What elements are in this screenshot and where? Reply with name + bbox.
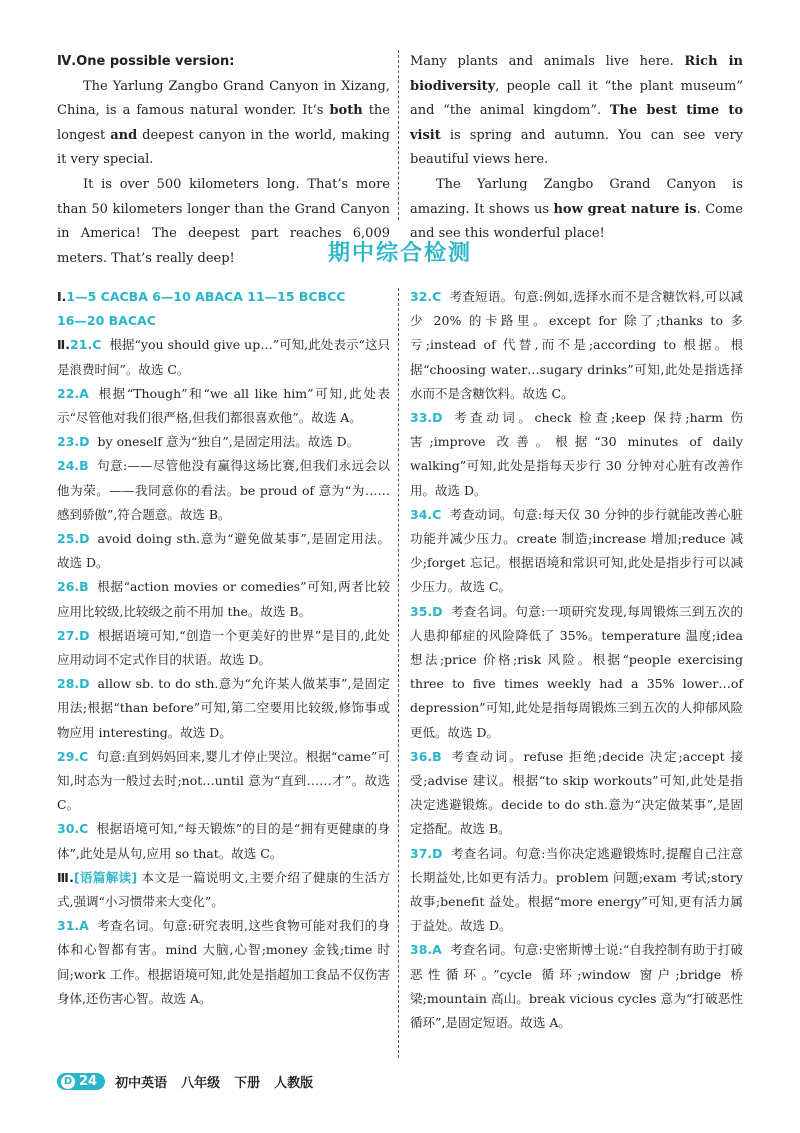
answer-item — [410, 285, 743, 406]
answer-explanation: 根据“action movies or comedies”可知,两者比较应用比较级,比较级之前不用加 the。故选 B。 — [57, 579, 390, 619]
answer-explanation: 根据语境可知,“创造一个更美好的世界”是目的,此处应用动词不定式作目的状语。故选 D。 — [57, 627, 390, 668]
answer-number: 32.C — [410, 289, 442, 304]
answer-number: 24.B — [57, 458, 89, 474]
essay-right-column — [410, 50, 743, 247]
section-title: 期中综合检测 — [327, 241, 472, 266]
answer-number: 38.A — [410, 942, 442, 958]
answer-explanation: 考查动词。refuse 拒绝;decide 决定;accept 接受;advise 建议。根据“to skip workouts”可知,此处是指决定逃避锻炼。decide to do sth.意为“决定做某事”,是固定搭配。故选 B。 — [410, 748, 743, 837]
footer-edition: 人教版 — [274, 1076, 314, 1091]
answer-item — [410, 600, 743, 745]
answers-left-column — [57, 285, 390, 1011]
answer-explanation: 考查名词。句意:研究表明,这些食物可能对我们的身体和心智都有害。mind 大脑,心智;money 金钱;time 时间;work 工作。根据语境可知,此处是指超加工食品不仅伤害身体,还伤害心智。故选 A。 — [57, 918, 390, 1006]
column-divider-top — [398, 50, 399, 220]
answer-number: 27.D — [57, 627, 90, 643]
part3-answer-list-continued — [410, 285, 743, 1035]
answer-explanation: 句意:直到妈妈回来,婴儿才停止哭泣。根据“came”可知,时态为一般过去时;not…until 意为“直到……才”。故选 C。 — [57, 748, 390, 813]
column-divider-main — [398, 288, 399, 1058]
part1-answers: Ⅰ.1—5 CACBA 6—10 ABACA 11—15 BCBCC — [57, 289, 346, 304]
answers-right-column — [410, 285, 743, 1035]
answer-explanation: 考查名词。句意:史密斯博士说:“自我控制有助于打破恶性循环。”cycle 循环;window 窗户;bridge 桥梁;mountain 高山。break vicious cycles 意为“打破恶性循环”,是固定短语。故选 A。 — [410, 942, 743, 1031]
answer-item — [410, 938, 743, 1035]
answer-explanation: allow sb. to do sth.意为“允许某人做某事”,是固定用法;根据“than before”可知,第二空要用比较级,修饰事或物应用 interesting。故选 D。 — [57, 676, 390, 740]
answer-explanation: 根据语境可知,“每天锻炼”的目的是“拥有更健康的身体”,此处是从句,应用 so that。故选 C。 — [57, 821, 390, 861]
answer-number: 36.B — [410, 748, 442, 764]
answer-item — [57, 575, 390, 623]
essay-paragraph-2: It is over 500 kilometers long. That’s more than 50 kilometers longer than the Grand Canyon in America! The deepest part reaches 6,009 meters. That’s really deep! — [57, 176, 390, 266]
answer-number: 35.D — [410, 603, 443, 619]
page-number: 24 — [79, 1074, 98, 1089]
answer-explanation: 句意:——尽管他没有赢得这场比赛,但我们永远会以他为荣。——我同意你的看法。be proud of 意为“为……感到骄傲”,符合题意。故选 B。 — [57, 458, 390, 522]
answer-explanation: 考查动词。句意:每天仅 30 分钟的步行就能改善心脏功能并减少压力。create 制造;increase 增加;reduce 减少;forget 忘记。根据语境和常识可知,此处是指步行可以减少压力。故选 C。 — [410, 506, 743, 595]
answer-explanation: by oneself 意为“独自”,是固定用法。故选 D。 — [97, 434, 360, 450]
answer-explanation: 根据“Though”和“we all like him”可知,此处表示“尽管他对我们很严格,但我们都很喜欢他”。故选 A。 — [57, 385, 390, 426]
answer-explanation: avoid doing sth.意为“避免做某事”,是固定用法。故选 D。 — [57, 531, 390, 571]
part1-answers-line2: 16—20 BACAC — [57, 313, 156, 329]
page-number-badge — [57, 1073, 105, 1090]
answer-number: 31.A — [57, 918, 89, 934]
answer-number: 26.B — [57, 579, 89, 595]
answer-item — [57, 914, 390, 1011]
answer-item — [57, 430, 390, 454]
essay-paragraph-1: The Yarlung Zangbo Grand Canyon in Xizang, China, is a famous natural wonder. It’s both the longest and deepest canyon in the world, making it very special. — [57, 78, 390, 168]
essay-paragraph-4: The Yarlung Zangbo Grand Canyon is amazing. It shows us how great nature is. Come and see this wonderful place! — [410, 176, 744, 242]
answer-item — [410, 745, 743, 842]
answer-item — [57, 817, 390, 865]
answer-explanation: 考查名词。句意:一项研究发现,每周锻炼三到五次的人患抑郁症的风险降低了 35%。temperature 温度;idea 想法;price 价格;risk 风险。根据“people exercising three to five times weekly had a 35% lower…of depression”可知,此处是指每周锻炼三到五次的人抑郁风险更低。故选 D。 — [410, 603, 743, 740]
answer-explanation: 考查短语。句意:例如,选择水而不是含糖饮料,可以减少 20% 的卡路里。except for 除了;thanks to 多亏;instead of 代替,而不是;according to 根据。根据“choosing water…sugary drinks”可知,此处是指选择水而不是含糖饮料。故选 C。 — [410, 289, 743, 401]
part2-roman: Ⅱ. — [57, 337, 71, 353]
answer-item — [410, 842, 743, 939]
answer-item — [57, 454, 390, 527]
essay-paragraph-3: Many plants and animals live here. Rich in biodiversity, people call it “the plant museum” and “the animal kingdom”. The best time to visit is spring and autumn. You can see very beautiful views here. — [410, 54, 743, 168]
part3-answer-list — [57, 914, 390, 1011]
answer-number: 34.C — [410, 506, 442, 522]
answer-number: 25.D — [57, 531, 90, 547]
answer-number: 30.C — [57, 821, 89, 837]
answer-item — [410, 503, 743, 600]
answer-number: 33.D — [410, 410, 443, 426]
footer-volume: 下册 — [234, 1076, 261, 1091]
essay-heading: Ⅳ.One possible version: — [57, 54, 235, 69]
badge-letter: D — [61, 1075, 75, 1089]
answer-number: 29.C — [57, 748, 89, 764]
answer-number: 28.D — [57, 676, 90, 692]
answer-item — [57, 624, 390, 672]
answer-explanation: 考查名词。句意:当你决定逃避锻炼时,提醒自己注意长期益处,比如更有活力。problem 问题;exam 考试;story 故事;benefit 益处。根据“more energy”可知,更有活力属于益处。故选 D。 — [410, 845, 743, 934]
answer-number: 23.D — [57, 434, 90, 450]
answer-item — [57, 745, 390, 818]
answer-item — [410, 406, 743, 503]
answer-item — [57, 382, 390, 430]
answer-number: 22.A — [57, 385, 89, 401]
answer-item — [57, 672, 390, 745]
answer-explanation: 根据“you should give up…”可知,此处表示“这只是浪费时间”。故选 C。 — [57, 337, 390, 377]
answer-explanation: 考查动词。check 检查;keep 保持;harm 伤害;improve 改善。根据“30 minutes of daily walking”可知,此处是指每天步行 30 分钟对心脏有改善作用。故选 D。 — [410, 410, 743, 498]
answer-number: 21.C — [70, 337, 102, 353]
answer-item — [57, 527, 390, 575]
answer-item — [57, 333, 390, 381]
page-footer — [57, 1072, 327, 1091]
part3-intro: Ⅲ.[语篇解读] 本文是一篇说明文,主要介绍了健康的生活方式,强调“小习惯带来大变化”。 — [57, 869, 390, 910]
footer-grade: 八年级 — [181, 1076, 221, 1091]
part2-answer-list — [57, 333, 390, 865]
answer-number: 37.D — [410, 845, 443, 861]
footer-title: 初中英语 — [115, 1076, 168, 1091]
